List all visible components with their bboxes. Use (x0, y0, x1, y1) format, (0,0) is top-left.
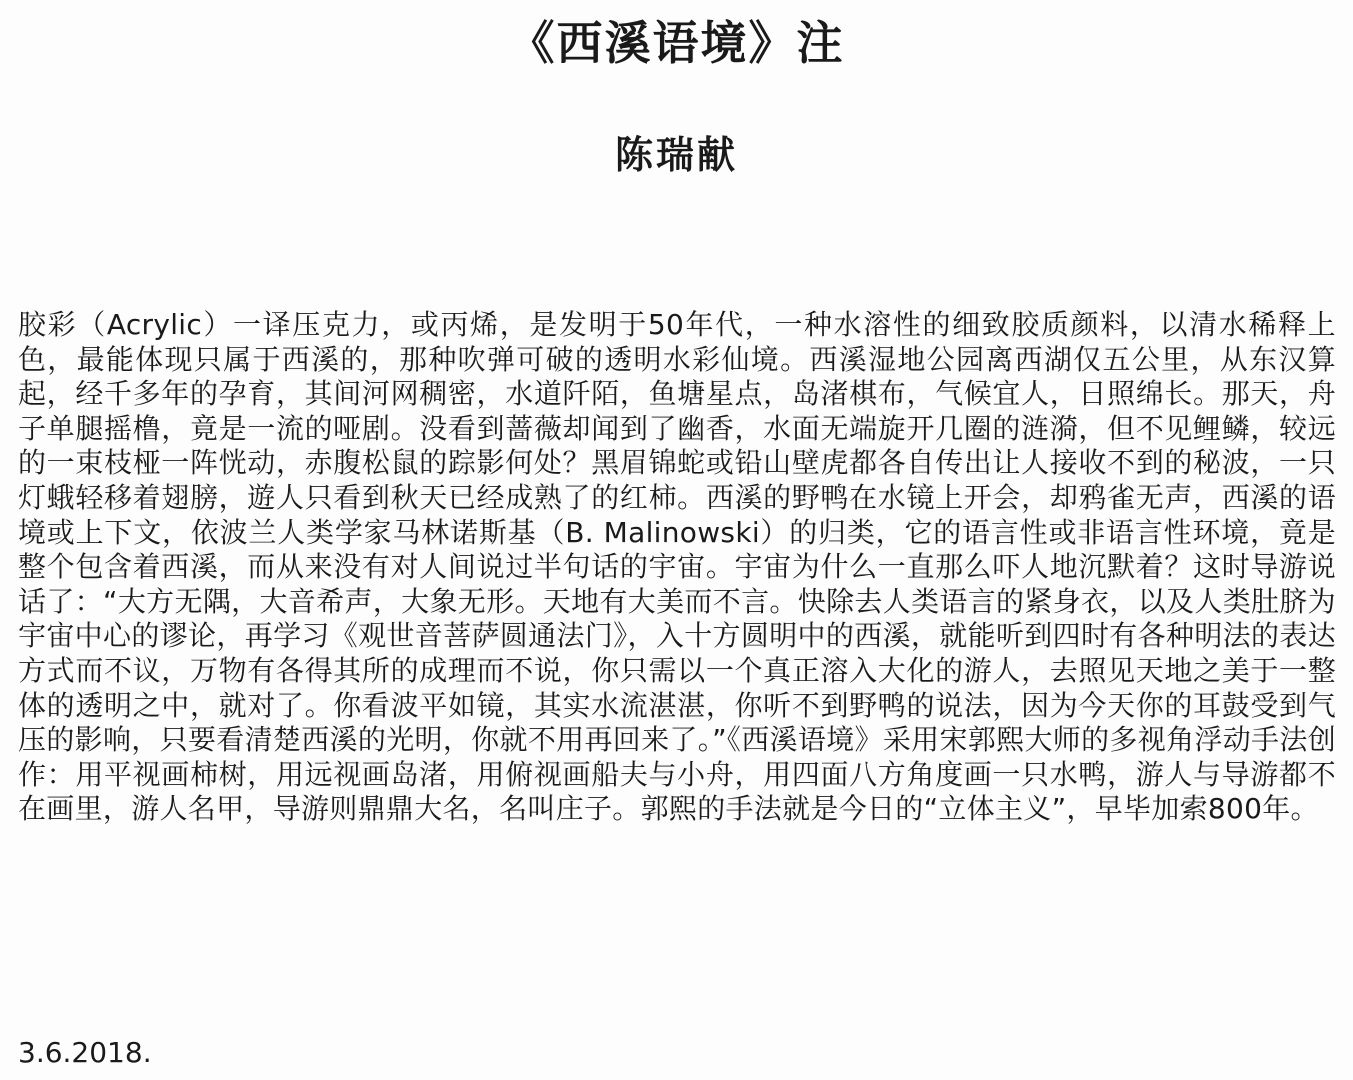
author-name: 陈瑞献 (614, 133, 738, 177)
body-paragraph: 胶彩（Acrylic）一译压克力，或丙烯，是发明于50年代，一种水溶性的细致胶质颜料，以清水稀释上色，最能体现只属于西溪的，那种吹弹可破的透明水彩仙境。西溪湿地公园离西湖仅五公里，从东汉算起，经千多年的孕育，其间河网稠密，水道阡陌，鱼塘星点，岛渚棋布，气候宜人，日照绵长。那天，舟子单腿摇橹，竟是一流的哑剧。没看到蔷薇却闻到了幽香，水面无端旋开几圈的涟漪，但不见鲤鳞，较远的一束枝桠一阵恍动，赤腹松鼠的踪影何处？黑眉锦蛇或铅山壁虎都各自传出让人接收不到的秘波，一只灯蛾轻移着翅膀，遊人只看到秋天已经成熟了的红柿。西溪的野鸭在水镜上开会，却鸦雀无声，西溪的语境或上下文，依波兰人类学家马林诺斯基（B. Malinowski）的归类，它的语言性或非语言性环境，竟是整个包含着西溪，而从来没有对人间说过半句话的宇宙。宇宙为什么一直那么吓人地沉默着？这时导游说话了：“大方无隅，大音希声，大象无形。天地有大美而不言。快除去人类语言的紧身衣，以及人类肚脐为宇宙中心的谬论，再学习《观世音菩萨圆通法门》，入十方圆明中的西溪，就能听到四时有各种明法的表达方式而不议，万物有各得其所的成理而不说，你只需以一个真正溶入大化的游人，去照见天地之美于一整体的透明之中，就对了。你看波平如镜，其实水流湛湛，你听不到野鸭的说法，因为今天你的耳鼓受到气压的影响，只要看清楚西溪的光明，你就不用再回来了。”《西溪语境》采用宋郭熙大师的多视角浮动手法创作：用平视画柿树，用远视画岛渚，用俯视画船夫与小舟，用四面八方角度画一只水鸭，游人与导游都不在画里，游人名甲，导游则鼎鼎大名，名叫庄子。郭熙的手法就是今日的“立体主义”，早毕加索800年。 (18, 308, 1336, 826)
document-title: 《西溪语境》注 (508, 16, 845, 70)
document-date: 3.6.2018. (18, 1036, 152, 1069)
